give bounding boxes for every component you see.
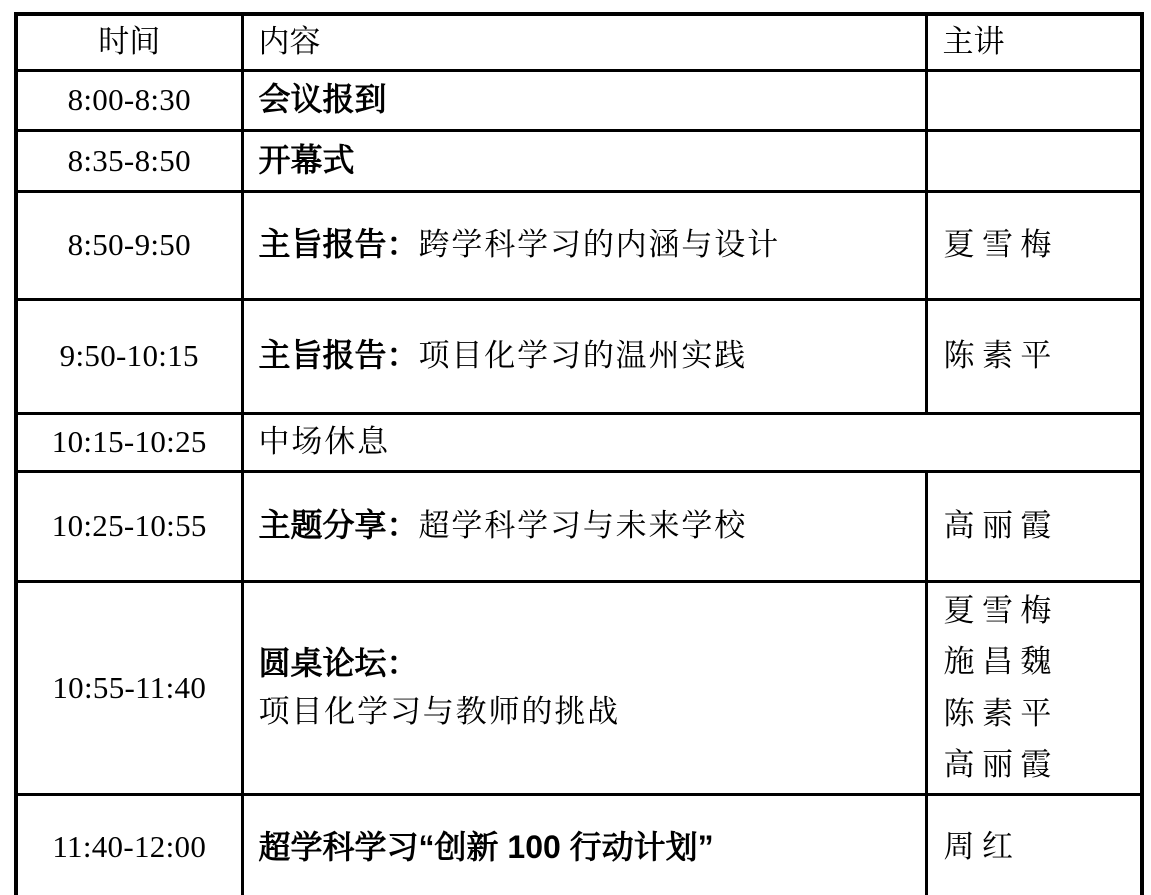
session-title: 主旨报告： (258, 337, 419, 374)
content-cell (242, 471, 926, 581)
content-cell (242, 794, 926, 895)
table-row (16, 70, 1142, 130)
speaker-cell (926, 794, 1142, 895)
header-speaker: 主讲 (926, 14, 1142, 70)
table-row (16, 794, 1142, 895)
time-cell: 10:25-10:55 (16, 471, 242, 581)
speaker-cell (926, 130, 1142, 191)
session-title: 主题分享： (258, 507, 419, 544)
time-cell: 10:55-11:40 (16, 581, 242, 794)
session-detail: 项目化学习与教师的挑战 (258, 694, 620, 730)
table-row (16, 413, 1142, 471)
content-cell (242, 130, 926, 191)
header-time: 时间 (16, 14, 242, 70)
speaker-cell (926, 70, 1142, 130)
speaker-name: 周红 (943, 829, 1021, 865)
speaker-cell (926, 581, 1142, 794)
content-cell (242, 70, 926, 130)
table-row (16, 299, 1142, 413)
time-cell: 8:00-8:30 (16, 70, 242, 130)
table-row (16, 471, 1142, 581)
session-detail: 中场休息 (258, 424, 390, 460)
speaker-cell (926, 299, 1142, 413)
content-cell-merged (242, 413, 1142, 471)
session-detail: 跨学科学习的内涵与设计 (418, 227, 780, 263)
speaker-name: 夏雪梅 (943, 593, 1059, 629)
time-cell: 10:15-10:25 (16, 413, 242, 471)
speaker-name: 夏雪梅 (943, 227, 1059, 263)
time-cell: 9:50-10:15 (16, 299, 242, 413)
table-row (16, 191, 1142, 299)
speaker-name: 陈素平 (943, 695, 1059, 731)
session-detail: 超学科学习与未来学校 (418, 508, 748, 544)
time-cell: 11:40-12:00 (16, 794, 242, 895)
content-cell (242, 191, 926, 299)
time-cell: 8:35-8:50 (16, 130, 242, 191)
speaker-cell (926, 191, 1142, 299)
speaker-cell (926, 471, 1142, 581)
table-row (16, 581, 1142, 794)
session-title: 开幕式 (258, 141, 355, 178)
session-title: 圆桌论坛： (258, 644, 419, 681)
speaker-name: 陈素平 (943, 338, 1059, 374)
content-cell (242, 581, 926, 794)
session-title: 主旨报告： (258, 226, 419, 263)
session-detail: 项目化学习的温州实践 (418, 338, 748, 374)
header-row (16, 14, 1142, 70)
session-title: 超学科学习“创新 100 行动计划” (258, 828, 714, 865)
speaker-name: 施昌魏 (943, 644, 1059, 680)
speaker-name: 高丽霞 (943, 746, 1059, 782)
speaker-name: 高丽霞 (943, 508, 1059, 544)
header-content: 内容 (242, 14, 926, 70)
schedule-table (14, 12, 1144, 895)
session-title: 会议报到 (258, 81, 387, 118)
table-row (16, 130, 1142, 191)
content-cell (242, 299, 926, 413)
time-cell: 8:50-9:50 (16, 191, 242, 299)
